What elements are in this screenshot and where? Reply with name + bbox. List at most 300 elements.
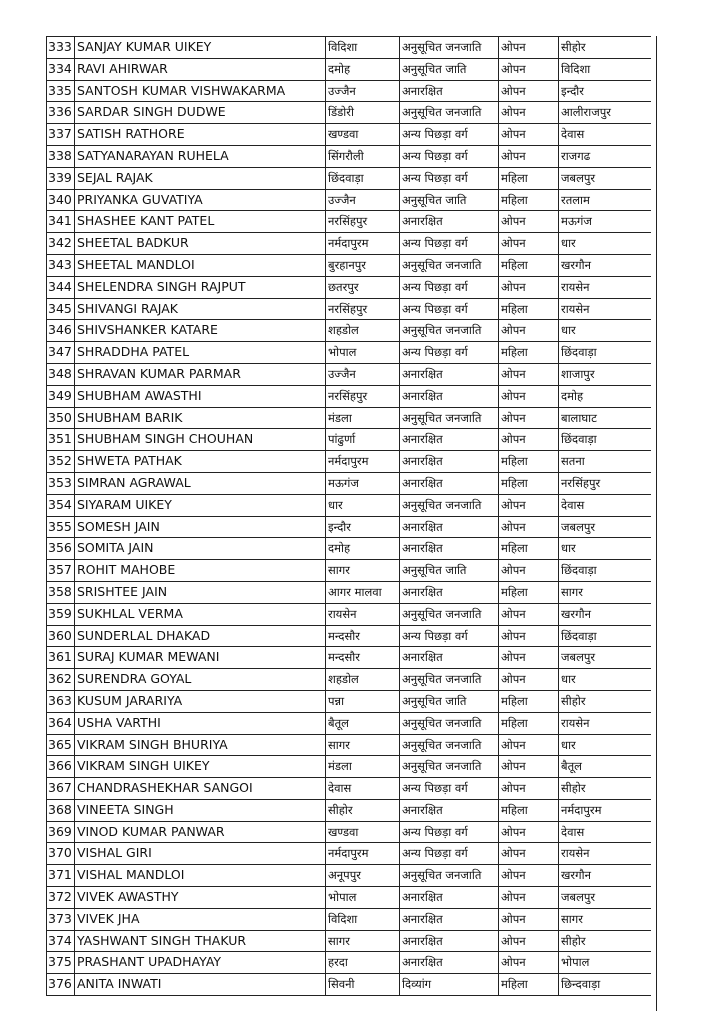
allotted-district-cell: सीहोर <box>559 690 652 712</box>
district-cell: अनूपपुर <box>326 865 400 887</box>
table-row <box>47 647 652 669</box>
serial-number-cell: 342 <box>47 233 75 255</box>
serial-number-cell: 343 <box>47 254 75 276</box>
serial-number-cell: 361 <box>47 647 75 669</box>
table-row <box>47 581 652 603</box>
allotted-district-cell: देवास <box>559 494 652 516</box>
table-row <box>47 821 652 843</box>
type-cell: ओपन <box>499 102 559 124</box>
type-cell: महिला <box>499 974 559 996</box>
allotted-district-cell: रायसेन <box>559 712 652 734</box>
candidate-name-cell: SOMITA JAIN <box>75 538 326 560</box>
district-cell: हरदा <box>326 952 400 974</box>
category-cell: अन्य पिछड़ा वर्ग <box>400 145 499 167</box>
table-row <box>47 451 652 473</box>
candidate-name-cell: SHIVSHANKER KATARE <box>75 320 326 342</box>
district-cell: शहडोल <box>326 320 400 342</box>
district-cell: नरसिंहपुर <box>326 385 400 407</box>
type-cell: महिला <box>499 254 559 276</box>
category-cell: अनारक्षित <box>400 516 499 538</box>
type-cell: ओपन <box>499 952 559 974</box>
serial-number-cell: 340 <box>47 189 75 211</box>
table-row <box>47 363 652 385</box>
candidate-name-cell: VIKRAM SINGH UIKEY <box>75 756 326 778</box>
district-cell: पन्ना <box>326 690 400 712</box>
type-cell: महिला <box>499 167 559 189</box>
type-cell: ओपन <box>499 145 559 167</box>
district-cell: नरसिंहपुर <box>326 211 400 233</box>
allotted-district-cell: जबलपुर <box>559 167 652 189</box>
type-cell: ओपन <box>499 516 559 538</box>
allotted-district-cell: रतलाम <box>559 189 652 211</box>
serial-number-cell: 337 <box>47 124 75 146</box>
district-cell: उज्जैन <box>326 363 400 385</box>
serial-number-cell: 368 <box>47 799 75 821</box>
district-cell: बुरहानपुर <box>326 254 400 276</box>
table-row <box>47 756 652 778</box>
type-cell: ओपन <box>499 734 559 756</box>
allotted-district-cell: सतना <box>559 451 652 473</box>
type-cell: ओपन <box>499 625 559 647</box>
allotted-district-cell: भोपाल <box>559 952 652 974</box>
category-cell: अन्य पिछड़ा वर्ग <box>400 342 499 364</box>
table-row <box>47 560 652 582</box>
category-cell: अनुसूचित जनजाति <box>400 756 499 778</box>
allotted-district-cell: सीहोर <box>559 37 652 59</box>
candidate-name-cell: VINEETA SINGH <box>75 799 326 821</box>
district-cell: सिंगरौली <box>326 145 400 167</box>
allotted-district-cell: जबलपुर <box>559 887 652 909</box>
type-cell: ओपन <box>499 778 559 800</box>
type-cell: महिला <box>499 298 559 320</box>
serial-number-cell: 354 <box>47 494 75 516</box>
category-cell: दिव्यांग <box>400 974 499 996</box>
serial-number-cell: 335 <box>47 80 75 102</box>
candidate-table <box>46 36 651 996</box>
allotted-district-cell: खरगौन <box>559 603 652 625</box>
candidate-name-cell: CHANDRASHEKHAR SANGOI <box>75 778 326 800</box>
candidate-name-cell: VINOD KUMAR PANWAR <box>75 821 326 843</box>
allotted-district-cell: आलीराजपुर <box>559 102 652 124</box>
candidate-name-cell: SOMESH JAIN <box>75 516 326 538</box>
candidate-name-cell: SURENDRA GOYAL <box>75 669 326 691</box>
candidate-name-cell: ROHIT MAHOBE <box>75 560 326 582</box>
allotted-district-cell: छिंदवाड़ा <box>559 625 652 647</box>
candidate-name-cell: SHWETA PATHAK <box>75 451 326 473</box>
type-cell: महिला <box>499 581 559 603</box>
candidate-name-cell: VIKRAM SINGH BHURIYA <box>75 734 326 756</box>
category-cell: अनुसूचित जनजाति <box>400 254 499 276</box>
type-cell: महिला <box>499 690 559 712</box>
category-cell: अन्य पिछड़ा वर्ग <box>400 625 499 647</box>
type-cell: ओपन <box>499 603 559 625</box>
district-cell: विदिशा <box>326 908 400 930</box>
category-cell: अनारक्षित <box>400 363 499 385</box>
type-cell: ओपन <box>499 233 559 255</box>
serial-number-cell: 376 <box>47 974 75 996</box>
category-cell: अनारक्षित <box>400 451 499 473</box>
table-row <box>47 799 652 821</box>
allotted-district-cell: खरगौन <box>559 865 652 887</box>
table-row <box>47 516 652 538</box>
table-row <box>47 233 652 255</box>
allotted-district-cell: सागर <box>559 908 652 930</box>
table-row <box>47 429 652 451</box>
category-cell: अनुसूचित जनजाति <box>400 37 499 59</box>
category-cell: अनुसूचित जनजाति <box>400 734 499 756</box>
type-cell: ओपन <box>499 37 559 59</box>
candidate-name-cell: SIMRAN AGRAWAL <box>75 472 326 494</box>
district-cell: सीहोर <box>326 799 400 821</box>
candidate-name-cell: VISHAL MANDLOI <box>75 865 326 887</box>
table-row <box>47 603 652 625</box>
table-row <box>47 407 652 429</box>
district-cell: मन्दसौर <box>326 647 400 669</box>
serial-number-cell: 345 <box>47 298 75 320</box>
district-cell: सागर <box>326 734 400 756</box>
table-row <box>47 276 652 298</box>
serial-number-cell: 367 <box>47 778 75 800</box>
allotted-district-cell: धार <box>559 734 652 756</box>
type-cell: ओपन <box>499 560 559 582</box>
serial-number-cell: 336 <box>47 102 75 124</box>
table-row <box>47 320 652 342</box>
type-cell: ओपन <box>499 211 559 233</box>
category-cell: अन्य पिछड़ा वर्ग <box>400 843 499 865</box>
table-row <box>47 80 652 102</box>
allotted-district-cell: देवास <box>559 821 652 843</box>
candidate-name-cell: SUNDERLAL DHAKAD <box>75 625 326 647</box>
candidate-name-cell: PRIYANKA GUVATIYA <box>75 189 326 211</box>
category-cell: अनुसूचित जाति <box>400 560 499 582</box>
allotted-district-cell: छिन्दवाड़ा <box>559 974 652 996</box>
allotted-district-cell: सीहोर <box>559 930 652 952</box>
district-cell: शहडोल <box>326 669 400 691</box>
serial-number-cell: 370 <box>47 843 75 865</box>
table-row <box>47 102 652 124</box>
serial-number-cell: 357 <box>47 560 75 582</box>
category-cell: अनारक्षित <box>400 429 499 451</box>
candidate-name-cell: SHUBHAM SINGH CHOUHAN <box>75 429 326 451</box>
candidate-name-cell: SHASHEE KANT PATEL <box>75 211 326 233</box>
candidate-name-cell: SHEETAL BADKUR <box>75 233 326 255</box>
serial-number-cell: 333 <box>47 37 75 59</box>
allotted-district-cell: सागर <box>559 581 652 603</box>
candidate-name-cell: USHA VARTHI <box>75 712 326 734</box>
category-cell: अन्य पिछड़ा वर्ग <box>400 233 499 255</box>
candidate-name-cell: ANITA INWATI <box>75 974 326 996</box>
category-cell: अनारक्षित <box>400 385 499 407</box>
serial-number-cell: 373 <box>47 908 75 930</box>
allotted-district-cell: राजगढ <box>559 145 652 167</box>
candidate-name-cell: VIVEK JHA <box>75 908 326 930</box>
category-cell: अन्य पिछड़ा वर्ग <box>400 778 499 800</box>
serial-number-cell: 371 <box>47 865 75 887</box>
district-cell: मन्दसौर <box>326 625 400 647</box>
type-cell: महिला <box>499 472 559 494</box>
candidate-name-cell: SUKHLAL VERMA <box>75 603 326 625</box>
category-cell: अन्य पिछड़ा वर्ग <box>400 821 499 843</box>
district-cell: मऊगंज <box>326 472 400 494</box>
district-cell: छतरपुर <box>326 276 400 298</box>
type-cell: ओपन <box>499 887 559 909</box>
table-row <box>47 887 652 909</box>
type-cell: ओपन <box>499 821 559 843</box>
type-cell: ओपन <box>499 80 559 102</box>
serial-number-cell: 338 <box>47 145 75 167</box>
district-cell: दमोह <box>326 58 400 80</box>
candidate-name-cell: PRASHANT UPADHAYAY <box>75 952 326 974</box>
table-row <box>47 211 652 233</box>
table-row <box>47 843 652 865</box>
type-cell: ओपन <box>499 124 559 146</box>
table-row <box>47 952 652 974</box>
type-cell: ओपन <box>499 865 559 887</box>
type-cell: ओपन <box>499 363 559 385</box>
table-row <box>47 930 652 952</box>
allotted-district-cell: जबलपुर <box>559 647 652 669</box>
table-row <box>47 167 652 189</box>
type-cell: महिला <box>499 799 559 821</box>
serial-number-cell: 356 <box>47 538 75 560</box>
district-cell: नर्मदापुरम <box>326 233 400 255</box>
table-row <box>47 37 652 59</box>
district-cell: नरसिंहपुर <box>326 298 400 320</box>
allotted-district-cell: खरगौन <box>559 254 652 276</box>
table-body <box>47 37 652 996</box>
candidate-name-cell: YASHWANT SINGH THAKUR <box>75 930 326 952</box>
allotted-district-cell: जबलपुर <box>559 516 652 538</box>
category-cell: अनारक्षित <box>400 908 499 930</box>
category-cell: अनुसूचित जनजाति <box>400 494 499 516</box>
allotted-district-cell: धार <box>559 233 652 255</box>
district-cell: उज्जैन <box>326 80 400 102</box>
table-row <box>47 472 652 494</box>
district-cell: भोपाल <box>326 342 400 364</box>
type-cell: महिला <box>499 538 559 560</box>
category-cell: अनुसूचित जनजाति <box>400 865 499 887</box>
district-cell: खण्डवा <box>326 124 400 146</box>
candidate-name-cell: SANTOSH KUMAR VISHWAKARMA <box>75 80 326 102</box>
allotted-district-cell: नर्मदापुरम <box>559 799 652 821</box>
category-cell: अनारक्षित <box>400 799 499 821</box>
candidate-name-cell: SARDAR SINGH DUDWE <box>75 102 326 124</box>
category-cell: अनुसूचित जाति <box>400 690 499 712</box>
category-cell: अनुसूचित जनजाति <box>400 669 499 691</box>
district-cell: नर्मदापुरम <box>326 843 400 865</box>
table-right-border <box>656 36 657 1011</box>
allotted-district-cell: रायसेन <box>559 843 652 865</box>
type-cell: ओपन <box>499 58 559 80</box>
candidate-name-cell: SURAJ KUMAR MEWANI <box>75 647 326 669</box>
allotted-district-cell: छिंदवाड़ा <box>559 342 652 364</box>
district-cell: डिंडोरी <box>326 102 400 124</box>
category-cell: अनारक्षित <box>400 930 499 952</box>
district-cell: भोपाल <box>326 887 400 909</box>
table-row <box>47 734 652 756</box>
district-cell: खण्डवा <box>326 821 400 843</box>
allotted-district-cell: इन्दौर <box>559 80 652 102</box>
serial-number-cell: 369 <box>47 821 75 843</box>
type-cell: ओपन <box>499 385 559 407</box>
category-cell: अनुसूचित जनजाति <box>400 712 499 734</box>
district-cell: मंडला <box>326 407 400 429</box>
type-cell: ओपन <box>499 494 559 516</box>
type-cell: ओपन <box>499 407 559 429</box>
table-row <box>47 625 652 647</box>
serial-number-cell: 358 <box>47 581 75 603</box>
type-cell: ओपन <box>499 669 559 691</box>
category-cell: अनारक्षित <box>400 952 499 974</box>
table-row <box>47 298 652 320</box>
serial-number-cell: 365 <box>47 734 75 756</box>
category-cell: अनारक्षित <box>400 211 499 233</box>
serial-number-cell: 334 <box>47 58 75 80</box>
district-cell: धार <box>326 494 400 516</box>
candidate-name-cell: SHRADDHA PATEL <box>75 342 326 364</box>
type-cell: ओपन <box>499 930 559 952</box>
type-cell: ओपन <box>499 843 559 865</box>
district-cell: दमोह <box>326 538 400 560</box>
allotted-district-cell: सीहोर <box>559 778 652 800</box>
category-cell: अनारक्षित <box>400 647 499 669</box>
candidate-name-cell: KUSUM JARARIYA <box>75 690 326 712</box>
serial-number-cell: 374 <box>47 930 75 952</box>
allotted-district-cell: छिंदवाड़ा <box>559 560 652 582</box>
table-row <box>47 254 652 276</box>
serial-number-cell: 352 <box>47 451 75 473</box>
serial-number-cell: 349 <box>47 385 75 407</box>
type-cell: महिला <box>499 189 559 211</box>
allotted-district-cell: शाजापुर <box>559 363 652 385</box>
district-cell: मंडला <box>326 756 400 778</box>
table-row <box>47 908 652 930</box>
district-cell: विदिशा <box>326 37 400 59</box>
category-cell: अनारक्षित <box>400 472 499 494</box>
allotted-district-cell: धार <box>559 538 652 560</box>
serial-number-cell: 366 <box>47 756 75 778</box>
district-cell: रायसेन <box>326 603 400 625</box>
candidate-name-cell: SHEETAL MANDLOI <box>75 254 326 276</box>
type-cell: ओपन <box>499 647 559 669</box>
table-row <box>47 124 652 146</box>
category-cell: अनुसूचित जाति <box>400 58 499 80</box>
serial-number-cell: 372 <box>47 887 75 909</box>
category-cell: अन्य पिछड़ा वर्ग <box>400 298 499 320</box>
district-cell: पांढुर्णा <box>326 429 400 451</box>
serial-number-cell: 364 <box>47 712 75 734</box>
serial-number-cell: 355 <box>47 516 75 538</box>
candidate-name-cell: SANJAY KUMAR UIKEY <box>75 37 326 59</box>
category-cell: अनुसूचित जनजाति <box>400 407 499 429</box>
district-cell: इन्दौर <box>326 516 400 538</box>
table-row <box>47 538 652 560</box>
table-row <box>47 669 652 691</box>
category-cell: अनारक्षित <box>400 887 499 909</box>
table-row <box>47 385 652 407</box>
district-cell: आगर मालवा <box>326 581 400 603</box>
table-row <box>47 494 652 516</box>
table-row <box>47 712 652 734</box>
table-row <box>47 690 652 712</box>
candidate-name-cell: SHIVANGI RAJAK <box>75 298 326 320</box>
district-cell: सागर <box>326 560 400 582</box>
category-cell: अनुसूचित जनजाति <box>400 603 499 625</box>
table-row <box>47 974 652 996</box>
serial-number-cell: 347 <box>47 342 75 364</box>
category-cell: अन्य पिछड़ा वर्ग <box>400 167 499 189</box>
candidate-name-cell: RAVI AHIRWAR <box>75 58 326 80</box>
type-cell: ओपन <box>499 756 559 778</box>
serial-number-cell: 344 <box>47 276 75 298</box>
serial-number-cell: 375 <box>47 952 75 974</box>
serial-number-cell: 363 <box>47 690 75 712</box>
district-cell: सागर <box>326 930 400 952</box>
serial-number-cell: 360 <box>47 625 75 647</box>
serial-number-cell: 348 <box>47 363 75 385</box>
candidate-name-cell: SHUBHAM BARIK <box>75 407 326 429</box>
allotted-district-cell: दमोह <box>559 385 652 407</box>
category-cell: अनारक्षित <box>400 538 499 560</box>
category-cell: अन्य पिछड़ा वर्ग <box>400 276 499 298</box>
category-cell: अनारक्षित <box>400 581 499 603</box>
allotted-district-cell: बैतूल <box>559 756 652 778</box>
serial-number-cell: 346 <box>47 320 75 342</box>
allotted-district-cell: धार <box>559 669 652 691</box>
type-cell: महिला <box>499 342 559 364</box>
category-cell: अनारक्षित <box>400 80 499 102</box>
district-cell: बैतूल <box>326 712 400 734</box>
district-cell: सिवनी <box>326 974 400 996</box>
category-cell: अन्य पिछड़ा वर्ग <box>400 124 499 146</box>
candidate-name-cell: SHELENDRA SINGH RAJPUT <box>75 276 326 298</box>
candidate-name-cell: SRISHTEE JAIN <box>75 581 326 603</box>
table-row <box>47 778 652 800</box>
candidate-name-cell: VISHAL GIRI <box>75 843 326 865</box>
type-cell: महिला <box>499 712 559 734</box>
district-cell: नर्मदापुरम <box>326 451 400 473</box>
serial-number-cell: 350 <box>47 407 75 429</box>
allotted-district-cell: नरसिंहपुर <box>559 472 652 494</box>
table-row <box>47 342 652 364</box>
district-cell: देवास <box>326 778 400 800</box>
table-row <box>47 189 652 211</box>
allotted-district-cell: देवास <box>559 124 652 146</box>
type-cell: ओपन <box>499 320 559 342</box>
allotted-district-cell: रायसेन <box>559 298 652 320</box>
serial-number-cell: 359 <box>47 603 75 625</box>
allotted-district-cell: बालाघाट <box>559 407 652 429</box>
district-cell: उज्जैन <box>326 189 400 211</box>
table-row <box>47 145 652 167</box>
table-row <box>47 865 652 887</box>
category-cell: अनुसूचित जनजाति <box>400 320 499 342</box>
category-cell: अनुसूचित जनजाति <box>400 102 499 124</box>
candidate-name-cell: SHRAVAN KUMAR PARMAR <box>75 363 326 385</box>
type-cell: महिला <box>499 451 559 473</box>
table-row <box>47 58 652 80</box>
allotted-district-cell: धार <box>559 320 652 342</box>
allotted-district-cell: रायसेन <box>559 276 652 298</box>
candidate-name-cell: SATYANARAYAN RUHELA <box>75 145 326 167</box>
serial-number-cell: 353 <box>47 472 75 494</box>
allotted-district-cell: मऊगंज <box>559 211 652 233</box>
candidate-name-cell: VIVEK AWASTHY <box>75 887 326 909</box>
serial-number-cell: 339 <box>47 167 75 189</box>
district-cell: छिंदवाड़ा <box>326 167 400 189</box>
allotted-district-cell: विदिशा <box>559 58 652 80</box>
candidate-name-cell: SIYARAM UIKEY <box>75 494 326 516</box>
